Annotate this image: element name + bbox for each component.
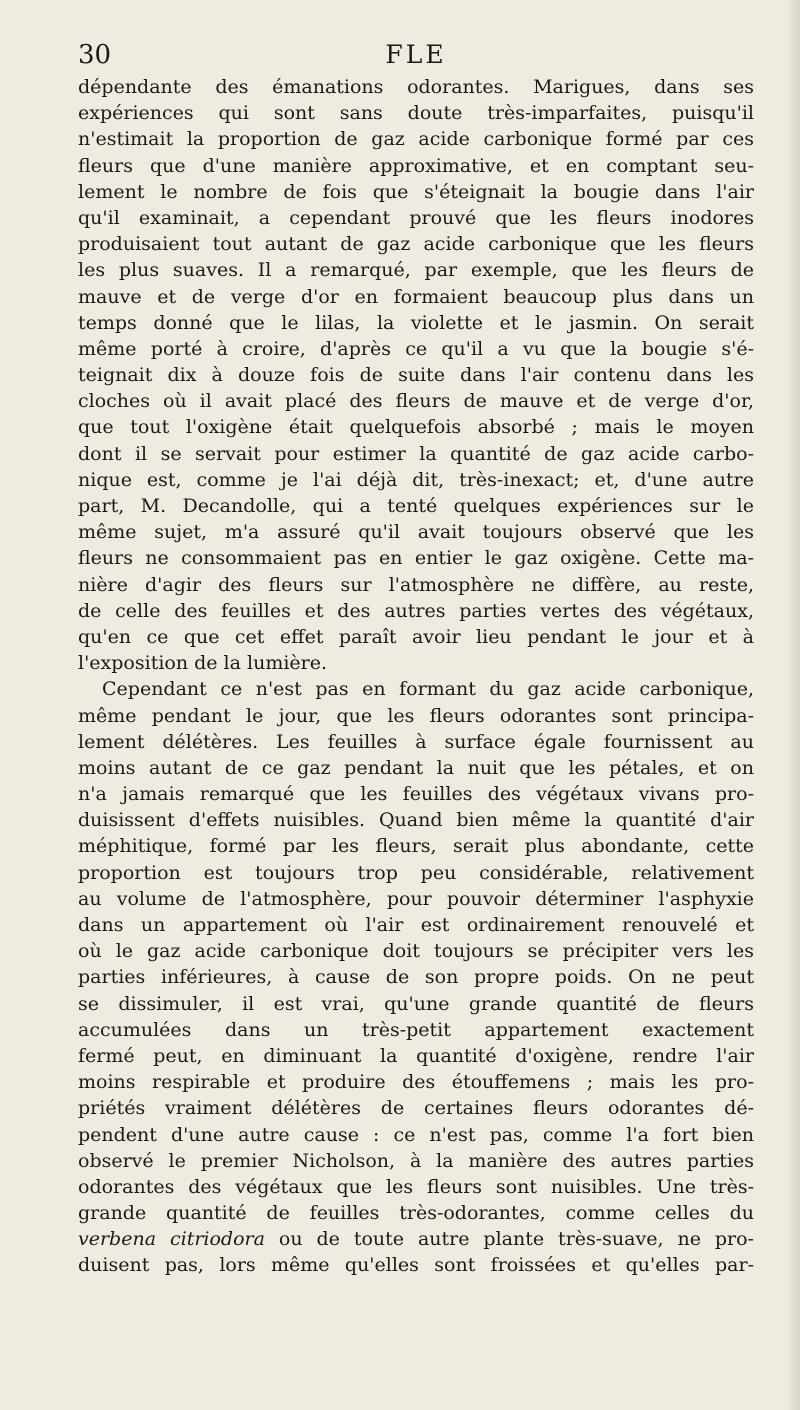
text-line: grande quantité de feuilles très-odorantes, comme celles du (78, 1202, 754, 1225)
paragraph (78, 676, 754, 1278)
text-line: que tout l'oxigène était quelquefois absorbé ; mais le moyen (78, 416, 754, 439)
text-line: odorantes des végétaux que les fleurs sont nuisibles. Une très- (78, 1175, 754, 1198)
page-header (78, 38, 754, 72)
paragraph (78, 74, 754, 676)
text-line: part, M. Decandolle, qui a tenté quelques expériences sur le (78, 495, 754, 517)
text-line: fleurs que d'une manière approximative, et en comptant seu- (78, 154, 754, 177)
text-line: où le gaz acide carbonique doit toujours se précipiter vers les (78, 940, 754, 963)
text-line: dépendante des émanations odorantes. Marigues, dans ses (78, 76, 754, 98)
page-number: 30 (78, 40, 112, 70)
text-line: moins autant de ce gaz pendant la nuit que les pétales, et on (78, 756, 754, 779)
text-line: teignait dix à douze fois de suite dans l'air contenu dans les (78, 364, 754, 387)
text-line-rest: ou de toute autre plante très-suave, ne pro- (264, 1228, 754, 1251)
text-line: priétés vraiment délétères de certaines fleurs odorantes dé- (78, 1097, 754, 1120)
text-line: parties inférieures, à cause de son propre poids. On ne peut (78, 966, 754, 989)
text-line: les plus suaves. Il a remarqué, par exemple, que les fleurs de (78, 259, 754, 282)
text-line: lement le nombre de fois que s'éteignait la bougie dans l'air (78, 180, 754, 203)
text-line: lement délétères. Les feuilles à surface égale fournissent au (78, 730, 754, 753)
text-line: Cependant ce n'est pas en formant du gaz acide carbonique, (102, 678, 754, 701)
text-line: produisaient tout autant de gaz acide carbonique que les fleurs (78, 233, 754, 256)
italic-term: verbena citriodora (78, 1228, 265, 1251)
text-line (78, 1226, 754, 1252)
text-line: au volume de l'atmosphère, pour pouvoir déterminer l'asphyxie (78, 887, 754, 910)
text-line: temps donné que le lilas, la violette et le jasmin. On serait (78, 311, 754, 334)
text-line: se dissimuler, il est vrai, qu'une grande quantité de fleurs (78, 992, 754, 1015)
text-line: même sujet, m'a assuré qu'il avait toujours observé que les (78, 521, 754, 544)
text-line: duisissent d'effets nuisibles. Quand bien même la quantité d'air (78, 809, 754, 832)
text-line: fleurs ne consommaient pas en entier le gaz oxigène. Cette ma- (78, 547, 754, 570)
text-line: moins respirable et produire des étouffemens ; mais les pro- (78, 1071, 754, 1094)
text-line: qu'en ce que cet effet paraît avoir lieu pendant le jour et à (78, 625, 754, 648)
page-edge-shadow (786, 0, 800, 1410)
text-line: accumulées dans un très-petit appartement exactement (78, 1018, 754, 1041)
running-head: FLE (385, 40, 447, 69)
text-line: de celle des feuilles et des autres parties vertes des végétaux, (78, 599, 754, 622)
text-line: cloches où il avait placé des fleurs de mauve et de verge d'or, (78, 390, 754, 413)
text-line: nique est, comme je l'ai déjà dit, très-inexact; et, d'une autre (78, 468, 754, 491)
text-line: même porté à croire, d'après ce qu'il a vu que la bougie s'é- (78, 337, 754, 360)
text-line: fermé peut, en diminuant la quantité d'oxigène, rendre l'air (78, 1044, 754, 1067)
text-line: n'a jamais remarqué que les feuilles des végétaux vivans pro- (78, 783, 754, 806)
text-line: proportion est toujours trop peu considérable, relativement (78, 861, 754, 884)
text-line: l'exposition de la lumière. (78, 652, 328, 675)
text-line: même pendant le jour, que les fleurs odorantes sont principa- (78, 704, 754, 727)
text-line: méphitique, formé par les fleurs, serait plus abondante, cette (78, 835, 754, 858)
text-line: dans un appartement où l'air est ordinairement renouvelé et (78, 914, 754, 936)
text-line: n'estimait la proportion de gaz acide carbonique formé par ces (78, 128, 754, 151)
text-line: nière d'agir des fleurs sur l'atmosphère ne diffère, au reste, (78, 573, 754, 596)
text-line: observé le premier Nicholson, à la manière des autres parties (78, 1149, 754, 1172)
text-line: mauve et de verge d'or en formaient beaucoup plus dans un (78, 285, 754, 308)
text-line: duisent pas, lors même qu'elles sont froissées et qu'elles par- (78, 1254, 754, 1277)
text-line: expériences qui sont sans doute très-imparfaites, puisqu'il (78, 102, 754, 125)
text-line: pendent d'une autre cause : ce n'est pas, comme l'a fort bien (78, 1123, 754, 1146)
body-text (78, 74, 754, 1279)
text-line: dont il se servait pour estimer la quantité de gaz acide carbo- (78, 442, 754, 465)
text-line: qu'il examinait, a cependant prouvé que les fleurs inodores (78, 206, 754, 229)
